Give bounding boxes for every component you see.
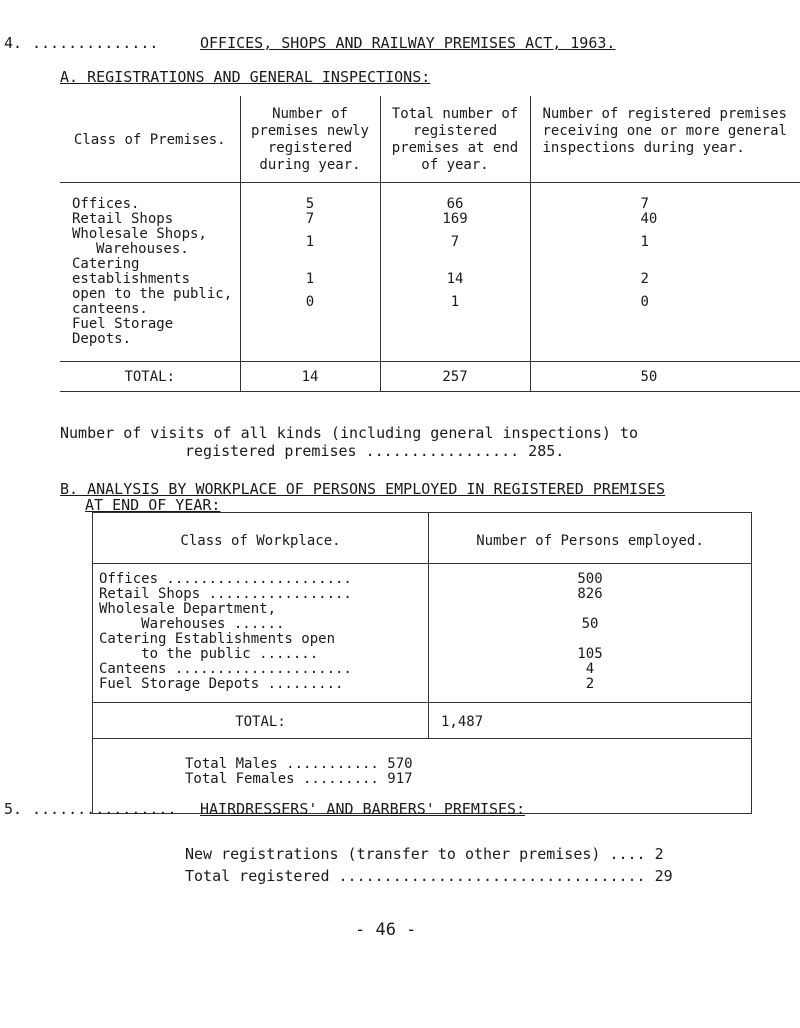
- cell-newly: 0: [305, 294, 315, 310]
- section-5-number: 5.: [4, 800, 23, 818]
- workplace-label: to the public .......: [99, 646, 319, 662]
- cell-inspected: 1: [640, 234, 649, 250]
- cell-inspected: 2: [640, 271, 649, 287]
- cell-total: 169: [442, 211, 468, 227]
- total-registered-line: Total registered .................................. 29: [185, 867, 673, 885]
- col-class-of-workplace: Class of Workplace.: [93, 513, 429, 564]
- total-females: Total Females ......... 917: [185, 771, 413, 787]
- visits-line-1: Number of visits of all kinds (including general inspections) to: [60, 424, 638, 442]
- total-newly: 14: [240, 362, 380, 392]
- cell-newly: 1: [305, 271, 315, 287]
- row-label: Wholesale Shops,: [72, 226, 207, 242]
- employed-value: 2: [585, 676, 595, 692]
- employed-value: [429, 632, 751, 647]
- page-number: - 46 -: [355, 920, 417, 940]
- section-number: 4.: [4, 34, 23, 52]
- cell-total: 66: [446, 196, 464, 212]
- total-employed: 1,487: [429, 703, 752, 739]
- cell-total: 1: [450, 294, 460, 310]
- cell-inspected: 7: [640, 196, 649, 212]
- registrations-table: [60, 96, 800, 392]
- workplace-label: Fuel Storage Depots .........: [99, 676, 344, 692]
- section-5-leader: ................: [32, 800, 177, 818]
- workplace-table: [92, 512, 752, 814]
- cell-total: 14: [446, 271, 464, 287]
- employed-value: 4: [585, 661, 595, 677]
- cell-total: 7: [450, 234, 460, 250]
- total-row: [93, 703, 752, 739]
- workplace-label: Catering Establishments open: [99, 631, 336, 647]
- page-title: OFFICES, SHOPS AND RAILWAY PREMISES ACT, 1963.: [200, 34, 616, 52]
- total-males: Total Males ........... 570: [185, 756, 413, 772]
- row-label: Warehouses.: [96, 241, 189, 257]
- row-label: Offices.: [72, 196, 140, 212]
- employed-value: [429, 602, 751, 617]
- total-inspected: 50: [530, 362, 800, 392]
- employed-value: 105: [577, 646, 603, 662]
- cell-inspected: 40: [640, 211, 658, 227]
- row-label: Retail Shops: [72, 211, 174, 227]
- cell-newly: 5: [305, 196, 315, 212]
- row-label: canteens.: [72, 301, 148, 317]
- table-row: [93, 564, 752, 703]
- cell-newly: 7: [305, 211, 315, 227]
- workplace-label: Offices ......................: [99, 571, 352, 587]
- col-newly-registered: Number of premises newly registered during year.: [240, 96, 380, 183]
- cell-inspected: 0: [640, 294, 649, 310]
- col-persons-employed: Number of Persons employed.: [429, 513, 752, 564]
- total-registered: 257: [380, 362, 530, 392]
- total-label: TOTAL:: [93, 703, 429, 739]
- row-label: Catering establishments: [72, 256, 191, 287]
- heading-leader: ..............: [32, 34, 159, 52]
- visits-line-2: registered premises ................. 285.: [185, 442, 565, 460]
- total-row: [60, 362, 800, 392]
- section-a-title: A. REGISTRATIONS AND GENERAL INSPECTIONS:: [60, 68, 431, 86]
- cell-newly: 1: [305, 234, 315, 250]
- row-label: Fuel Storage Depots.: [72, 316, 174, 347]
- employed-value: 50: [581, 616, 599, 632]
- section-b-title: B. ANALYSIS BY WORKPLACE OF PERSONS EMPLOYED IN REGISTERED PREMISES: [60, 480, 666, 498]
- table-header-row: [60, 96, 800, 183]
- employed-value: 826: [577, 586, 603, 602]
- section-5-title: HAIRDRESSERS' AND BARBERS' PREMISES:: [200, 800, 526, 818]
- workplace-label: Wholesale Department,: [99, 601, 277, 617]
- table-header-row: [93, 513, 752, 564]
- col-inspections: Number of registered premises receiving one or more general inspections during year.: [530, 96, 800, 183]
- col-class-of-premises: Class of Premises.: [60, 96, 240, 183]
- workplace-label: Canteens .....................: [99, 661, 352, 677]
- workplace-label: Warehouses ......: [99, 616, 285, 632]
- workplace-label: Retail Shops .................: [99, 586, 352, 602]
- table-row: [60, 183, 800, 362]
- new-registrations: New registrations (transfer to other premises) .... 2: [185, 845, 664, 863]
- employed-value: 500: [577, 571, 603, 587]
- col-total-registered: Total number of registered premises at end of year.: [380, 96, 530, 183]
- total-label: TOTAL:: [60, 362, 240, 392]
- section-b-title-2: AT END OF YEAR:: [85, 496, 221, 514]
- row-label: open to the public,: [72, 286, 233, 302]
